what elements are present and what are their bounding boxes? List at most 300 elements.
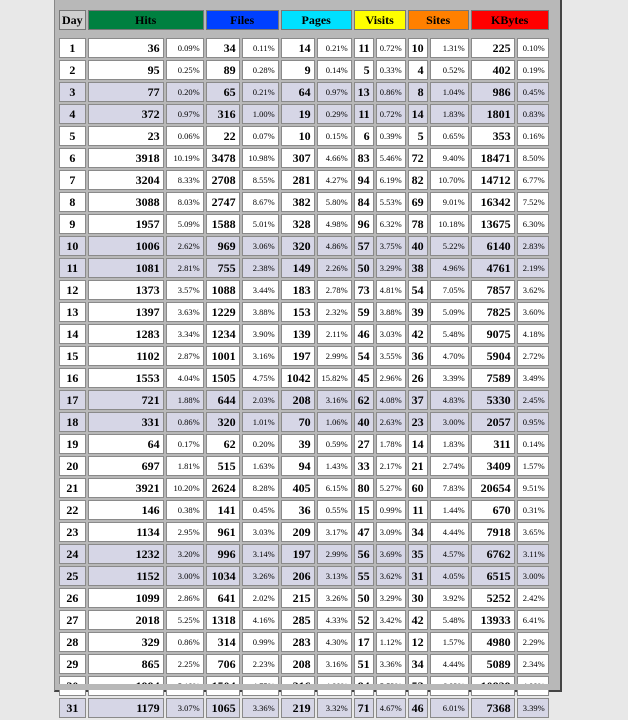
hits-value-cell: 1099 [88,588,164,608]
files-percent-cell: 3.88% [242,302,279,322]
daily-statistics-table [57,8,551,720]
kbytes-percent-cell: 3.49% [517,368,549,388]
kbytes-percent-cell: 3.11% [517,544,549,564]
sites-value-cell: 26 [408,368,428,388]
visits-percent-cell: 0.86% [376,82,406,102]
sites-value-cell: 69 [408,192,428,212]
table-row [59,654,549,674]
hits-percent-cell: 8.03% [166,192,204,212]
hits-value-cell: 329 [88,632,164,652]
kbytes-value-cell: 4980 [471,632,515,652]
sites-percent-cell: 3.92% [430,588,469,608]
visits-value-cell: 45 [354,368,374,388]
files-percent-cell: 3.03% [242,522,279,542]
sites-percent-cell: 3.39% [430,368,469,388]
visits-value-cell: 56 [354,544,374,564]
sites-header: Sites [408,10,469,30]
files-percent-cell: 4.75% [242,368,279,388]
table-row [59,412,549,432]
kbytes-percent-cell: 6.41% [517,610,549,630]
visits-value-cell: 17 [354,632,374,652]
hits-percent-cell: 5.25% [166,610,204,630]
hits-value-cell: 36 [88,38,164,58]
files-percent-cell: 8.67% [242,192,279,212]
kbytes-value-cell: 18471 [471,148,515,168]
hits-value-cell: 1134 [88,522,164,542]
files-percent-cell: 3.36% [242,698,279,718]
files-value-cell: 641 [206,588,240,608]
visits-value-cell: 84 [354,192,374,212]
visits-percent-cell: 5.46% [376,148,406,168]
visits-percent-cell: 3.88% [376,302,406,322]
sites-value-cell: 12 [408,632,428,652]
sites-percent-cell: 3.00% [430,412,469,432]
files-percent-cell: 4.16% [242,610,279,630]
files-value-cell: 1505 [206,368,240,388]
hits-percent-cell: 0.09% [166,38,204,58]
table-row [59,302,549,322]
sites-value-cell: 37 [408,390,428,410]
pages-percent-cell: 4.66% [317,148,352,168]
hits-percent-cell: 0.86% [166,632,204,652]
day-cell: 15 [59,346,86,366]
visits-value-cell: 55 [354,566,374,586]
hits-value-cell: 372 [88,104,164,124]
table-row [59,390,549,410]
kbytes-value-cell: 7825 [471,302,515,322]
pages-percent-cell: 2.99% [317,346,352,366]
pages-value-cell: 1042 [281,368,315,388]
sites-value-cell: 42 [408,610,428,630]
visits-value-cell: 51 [354,654,374,674]
hits-percent-cell: 4.04% [166,368,204,388]
hits-percent-cell: 1.81% [166,456,204,476]
sites-percent-cell: 10.18% [430,214,469,234]
pages-value-cell: 307 [281,148,315,168]
files-percent-cell: 3.26% [242,566,279,586]
visits-value-cell: 52 [354,610,374,630]
header-row [59,10,549,30]
sites-percent-cell: 1.57% [430,632,469,652]
sites-percent-cell: 9.40% [430,148,469,168]
files-value-cell: 961 [206,522,240,542]
day-cell: 31 [59,698,86,718]
table-row [59,500,549,520]
table-row [59,192,549,212]
hits-value-cell: 1553 [88,368,164,388]
hits-percent-cell: 3.20% [166,544,204,564]
visits-value-cell: 46 [354,324,374,344]
visits-percent-cell: 5.53% [376,192,406,212]
visits-value-cell: 71 [354,698,374,718]
files-value-cell: 320 [206,412,240,432]
day-cell: 16 [59,368,86,388]
visits-percent-cell: 3.69% [376,544,406,564]
files-value-cell: 515 [206,456,240,476]
files-value-cell: 755 [206,258,240,278]
kbytes-percent-cell: 2.72% [517,346,549,366]
table-row [59,324,549,344]
sites-percent-cell: 4.70% [430,346,469,366]
hits-percent-cell: 10.20% [166,478,204,498]
hits-value-cell: 865 [88,654,164,674]
day-cell: 10 [59,236,86,256]
hits-percent-cell: 3.07% [166,698,204,718]
pages-percent-cell: 0.15% [317,126,352,146]
visits-percent-cell: 3.29% [376,588,406,608]
kbytes-percent-cell: 0.83% [517,104,549,124]
day-cell: 25 [59,566,86,586]
visits-value-cell: 59 [354,302,374,322]
files-percent-cell: 2.03% [242,390,279,410]
visits-percent-cell: 0.33% [376,60,406,80]
files-value-cell: 314 [206,632,240,652]
hits-value-cell: 331 [88,412,164,432]
kbytes-percent-cell: 3.65% [517,522,549,542]
sites-percent-cell: 7.05% [430,280,469,300]
table-row [59,434,549,454]
sites-percent-cell: 2.74% [430,456,469,476]
kbytes-percent-cell: 3.62% [517,280,549,300]
hits-value-cell: 1179 [88,698,164,718]
visits-value-cell: 83 [354,148,374,168]
table-row [59,104,549,124]
files-value-cell: 644 [206,390,240,410]
pages-percent-cell: 0.59% [317,434,352,454]
files-percent-cell: 0.21% [242,82,279,102]
files-percent-cell: 1.00% [242,104,279,124]
kbytes-value-cell: 3409 [471,456,515,476]
files-value-cell: 1229 [206,302,240,322]
files-percent-cell: 2.38% [242,258,279,278]
files-percent-cell: 1.01% [242,412,279,432]
files-value-cell: 316 [206,104,240,124]
kbytes-percent-cell: 2.45% [517,390,549,410]
day-cell: 2 [59,60,86,80]
visits-percent-cell: 1.12% [376,632,406,652]
sites-percent-cell: 4.44% [430,522,469,542]
table-row [59,280,549,300]
pages-value-cell: 153 [281,302,315,322]
kbytes-percent-cell: 2.34% [517,654,549,674]
hits-percent-cell: 5.09% [166,214,204,234]
pages-value-cell: 14 [281,38,315,58]
visits-value-cell: 13 [354,82,374,102]
visits-percent-cell: 6.32% [376,214,406,234]
pages-percent-cell: 2.26% [317,258,352,278]
kbytes-value-cell: 402 [471,60,515,80]
visits-percent-cell: 2.96% [376,368,406,388]
kbytes-value-cell: 5330 [471,390,515,410]
files-percent-cell: 2.23% [242,654,279,674]
files-value-cell: 2708 [206,170,240,190]
files-percent-cell: 0.11% [242,38,279,58]
files-percent-cell: 10.98% [242,148,279,168]
files-value-cell: 3478 [206,148,240,168]
sites-value-cell: 5 [408,126,428,146]
kbytes-percent-cell: 0.19% [517,60,549,80]
pages-value-cell: 149 [281,258,315,278]
visits-header: Visits [354,10,406,30]
day-cell: 13 [59,302,86,322]
day-cell: 3 [59,82,86,102]
files-value-cell: 1588 [206,214,240,234]
day-cell: 14 [59,324,86,344]
files-value-cell: 2624 [206,478,240,498]
day-cell: 17 [59,390,86,410]
hits-percent-cell: 2.86% [166,588,204,608]
kbytes-value-cell: 20654 [471,478,515,498]
kbytes-value-cell: 7918 [471,522,515,542]
kbytes-value-cell: 225 [471,38,515,58]
kbytes-percent-cell: 0.14% [517,434,549,454]
hits-value-cell: 697 [88,456,164,476]
files-percent-cell: 3.16% [242,346,279,366]
day-cell: 9 [59,214,86,234]
visits-percent-cell: 4.67% [376,698,406,718]
pages-percent-cell: 4.33% [317,610,352,630]
pages-percent-cell: 2.99% [317,544,352,564]
sites-percent-cell: 10.70% [430,170,469,190]
files-percent-cell: 2.02% [242,588,279,608]
table-row [59,38,549,58]
kbytes-value-cell: 16342 [471,192,515,212]
files-value-cell: 89 [206,60,240,80]
kbytes-value-cell: 5089 [471,654,515,674]
day-cell: 6 [59,148,86,168]
sites-value-cell: 60 [408,478,428,498]
sites-percent-cell: 0.65% [430,126,469,146]
visits-percent-cell: 3.03% [376,324,406,344]
hits-value-cell: 721 [88,390,164,410]
visits-percent-cell: 3.36% [376,654,406,674]
pages-value-cell: 197 [281,544,315,564]
hits-percent-cell: 0.86% [166,412,204,432]
sites-value-cell: 34 [408,522,428,542]
files-value-cell: 1088 [206,280,240,300]
pages-percent-cell: 6.15% [317,478,352,498]
kbytes-percent-cell: 2.19% [517,258,549,278]
table-row [59,82,549,102]
visits-value-cell: 47 [354,522,374,542]
table-row [59,610,549,630]
visits-percent-cell: 4.08% [376,390,406,410]
hits-percent-cell: 3.34% [166,324,204,344]
sites-percent-cell: 1.44% [430,500,469,520]
files-percent-cell: 0.99% [242,632,279,652]
kbytes-value-cell: 7589 [471,368,515,388]
files-value-cell: 65 [206,82,240,102]
kbytes-percent-cell: 0.10% [517,38,549,58]
hits-percent-cell: 0.97% [166,104,204,124]
pages-value-cell: 139 [281,324,315,344]
pages-value-cell: 209 [281,522,315,542]
hits-value-cell: 1397 [88,302,164,322]
hits-percent-cell: 2.62% [166,236,204,256]
hits-value-cell: 95 [88,60,164,80]
pages-percent-cell: 3.17% [317,522,352,542]
files-percent-cell: 0.28% [242,60,279,80]
pages-percent-cell: 3.13% [317,566,352,586]
pages-percent-cell: 3.32% [317,698,352,718]
pages-value-cell: 281 [281,170,315,190]
hits-value-cell: 77 [88,82,164,102]
visits-value-cell: 80 [354,478,374,498]
pages-percent-cell: 4.27% [317,170,352,190]
hits-value-cell: 3088 [88,192,164,212]
pages-value-cell: 320 [281,236,315,256]
hits-percent-cell: 3.57% [166,280,204,300]
visits-value-cell: 11 [354,104,374,124]
hits-value-cell: 3921 [88,478,164,498]
day-cell: 18 [59,412,86,432]
pages-value-cell: 94 [281,456,315,476]
files-percent-cell: 3.90% [242,324,279,344]
pages-percent-cell: 0.14% [317,60,352,80]
visits-percent-cell: 6.19% [376,170,406,190]
pages-percent-cell: 5.80% [317,192,352,212]
table-row [59,522,549,542]
hits-value-cell: 3918 [88,148,164,168]
sites-value-cell: 38 [408,258,428,278]
hits-percent-cell: 1.88% [166,390,204,410]
sites-value-cell: 30 [408,588,428,608]
sites-value-cell: 78 [408,214,428,234]
kbytes-percent-cell: 4.18% [517,324,549,344]
sites-percent-cell: 7.83% [430,478,469,498]
day-cell: 28 [59,632,86,652]
pages-percent-cell: 0.55% [317,500,352,520]
kbytes-value-cell: 9075 [471,324,515,344]
files-value-cell: 969 [206,236,240,256]
day-cell: 22 [59,500,86,520]
day-cell: 19 [59,434,86,454]
pages-percent-cell: 0.29% [317,104,352,124]
files-percent-cell: 1.63% [242,456,279,476]
pages-percent-cell: 4.30% [317,632,352,652]
files-percent-cell: 5.01% [242,214,279,234]
visits-value-cell: 50 [354,588,374,608]
sites-percent-cell: 1.83% [430,104,469,124]
visits-value-cell: 5 [354,60,374,80]
table-row [59,236,549,256]
hits-percent-cell: 2.95% [166,522,204,542]
sites-percent-cell: 1.04% [430,82,469,102]
hits-value-cell: 146 [88,500,164,520]
kbytes-percent-cell: 0.95% [517,412,549,432]
pages-percent-cell: 4.98% [317,214,352,234]
daily-statistics-panel [54,0,562,715]
pages-value-cell: 70 [281,412,315,432]
visits-percent-cell: 3.09% [376,522,406,542]
visits-percent-cell: 0.99% [376,500,406,520]
pages-value-cell: 328 [281,214,315,234]
pages-value-cell: 64 [281,82,315,102]
sites-value-cell: 14 [408,434,428,454]
sites-percent-cell: 4.57% [430,544,469,564]
pages-percent-cell: 2.78% [317,280,352,300]
pages-value-cell: 39 [281,434,315,454]
hits-value-cell: 1957 [88,214,164,234]
hits-percent-cell: 2.25% [166,654,204,674]
pages-value-cell: 405 [281,478,315,498]
table-row [59,588,549,608]
day-cell: 21 [59,478,86,498]
visits-percent-cell: 2.17% [376,456,406,476]
files-value-cell: 1065 [206,698,240,718]
visits-value-cell: 15 [354,500,374,520]
visits-value-cell: 73 [354,280,374,300]
visits-value-cell: 11 [354,38,374,58]
kbytes-percent-cell: 2.83% [517,236,549,256]
pages-percent-cell: 1.43% [317,456,352,476]
kbytes-percent-cell: 2.29% [517,632,549,652]
sites-value-cell: 8 [408,82,428,102]
sites-value-cell: 42 [408,324,428,344]
hits-value-cell: 3204 [88,170,164,190]
kbytes-value-cell: 4761 [471,258,515,278]
files-percent-cell: 8.55% [242,170,279,190]
pages-percent-cell: 3.16% [317,654,352,674]
files-value-cell: 1034 [206,566,240,586]
pages-value-cell: 183 [281,280,315,300]
sites-value-cell: 14 [408,104,428,124]
table-row [59,148,549,168]
kbytes-value-cell: 13675 [471,214,515,234]
kbytes-value-cell: 13933 [471,610,515,630]
hits-percent-cell: 3.00% [166,566,204,586]
visits-value-cell: 54 [354,346,374,366]
day-cell: 23 [59,522,86,542]
table-row [59,346,549,366]
day-cell: 1 [59,38,86,58]
header-separator [59,32,549,36]
sites-percent-cell: 5.48% [430,324,469,344]
hits-value-cell: 1283 [88,324,164,344]
visits-value-cell: 50 [354,258,374,278]
sites-percent-cell: 4.05% [430,566,469,586]
files-value-cell: 62 [206,434,240,454]
files-value-cell: 1001 [206,346,240,366]
kbytes-percent-cell: 2.42% [517,588,549,608]
files-percent-cell: 8.28% [242,478,279,498]
pages-percent-cell: 3.16% [317,390,352,410]
table-row [59,544,549,564]
kbytes-value-cell: 353 [471,126,515,146]
visits-percent-cell: 4.81% [376,280,406,300]
files-percent-cell: 0.07% [242,126,279,146]
pages-percent-cell: 0.21% [317,38,352,58]
visits-percent-cell: 3.29% [376,258,406,278]
pages-value-cell: 197 [281,346,315,366]
pages-percent-cell: 3.26% [317,588,352,608]
kbytes-value-cell: 2057 [471,412,515,432]
sites-percent-cell: 4.44% [430,654,469,674]
kbytes-percent-cell: 7.52% [517,192,549,212]
table-row [59,566,549,586]
kbytes-percent-cell: 0.31% [517,500,549,520]
pages-value-cell: 283 [281,632,315,652]
visits-value-cell: 40 [354,412,374,432]
pages-value-cell: 215 [281,588,315,608]
hits-percent-cell: 10.19% [166,148,204,168]
kbytes-value-cell: 5252 [471,588,515,608]
hits-percent-cell: 0.20% [166,82,204,102]
table-row [59,60,549,80]
day-cell: 7 [59,170,86,190]
pages-value-cell: 206 [281,566,315,586]
kbytes-value-cell: 7368 [471,698,515,718]
